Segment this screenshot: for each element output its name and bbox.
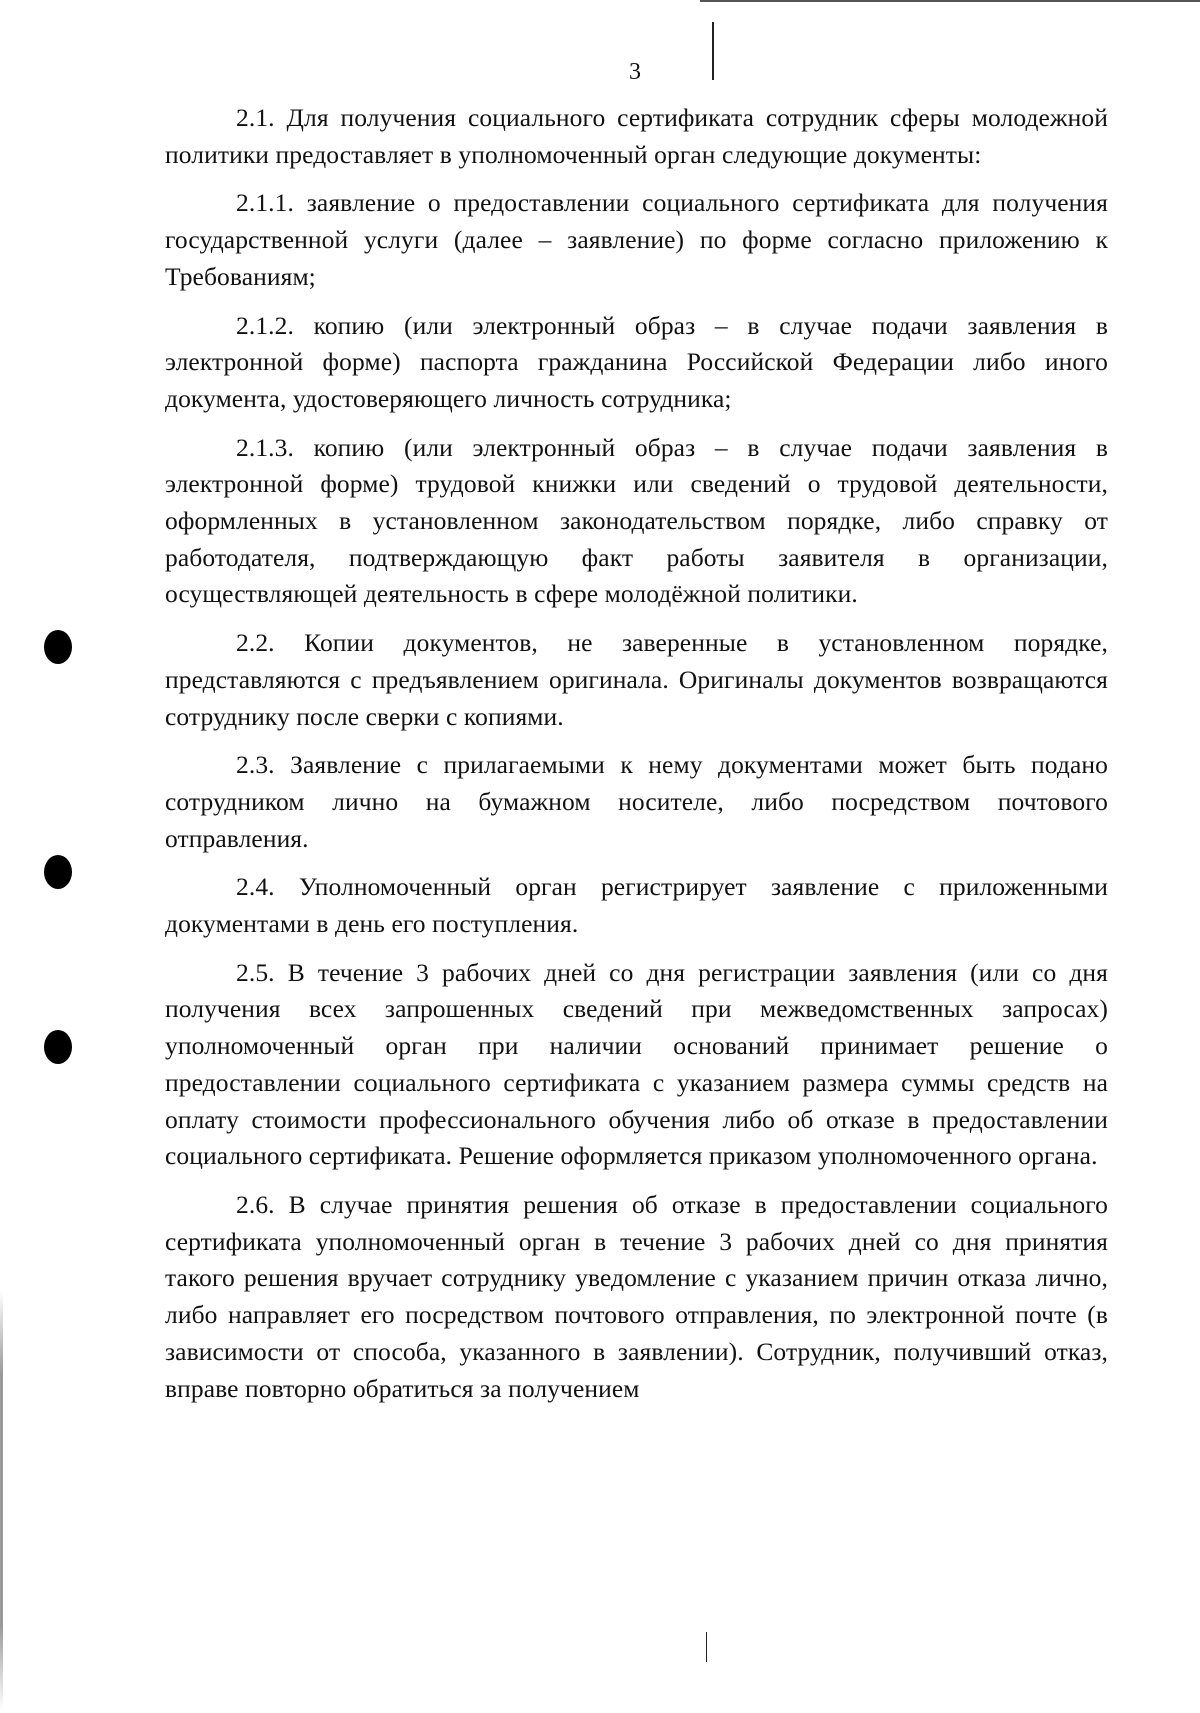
scan-top-edge xyxy=(700,0,1200,2)
paragraph-2-3: 2.3. Заявление с прилагаемыми к нему документами может быть подано сотрудником лично на бумажном носителе, либо посредством почтового отправления. xyxy=(165,750,1108,853)
scan-mark-bottom xyxy=(706,1632,707,1662)
document-body xyxy=(165,100,1108,1407)
paragraph-2-1-3: 2.1.3. копию (или электронный образ – в случае подачи заявления в электронной форме) трудовой книжки или сведений о трудовой деятельности, оформленных в установленном законодательством порядке, либо справку от работодателя, подтверждающую факт работы заявителя в организации, осуществляющей деятельность в сфере молодёжной политики. xyxy=(165,432,1108,609)
punch-hole-3 xyxy=(44,1030,72,1064)
paragraph-2-1-2: 2.1.2. копию (или электронный образ – в случае подачи заявления в электронной форме) паспорта гражданина Российской Федерации либо иного документа, удостоверяющего личность сотрудника; xyxy=(165,310,1108,413)
page-number: 3 xyxy=(629,59,641,85)
paragraph-2-6: 2.6. В случае принятия решения об отказе в предоставлении социального сертификата уполномоченный орган в течение 3 рабочих дней со дня принятия такого решения вручает сотруднику уведомление с указанием причин отказа лично, либо направляет его посредством почтового отправления, по электронной почте (в зависимости от способа, указанного в заявлении). Сотрудник, получивший отказ, вправе повторно обратиться за получением xyxy=(165,1189,1108,1403)
punch-hole-2 xyxy=(44,855,72,889)
paragraph-2-1-1: 2.1.1. заявление о предоставлении социального сертификата для получения государственной услуги (далее – заявление) по форме согласно приложению к Требованиям; xyxy=(165,188,1108,291)
paragraph-2-1: 2.1. Для получения социального сертификата сотрудник сферы молодежной политики предоставляет в уполномоченный орган следующие документы: xyxy=(165,103,1108,169)
scan-mark-top xyxy=(712,22,714,80)
punch-hole-1 xyxy=(44,630,72,664)
scan-left-edge xyxy=(0,1290,3,1710)
paragraph-2-4: 2.4. Уполномоченный орган регистрирует заявление с приложенными документами в день его поступления. xyxy=(165,872,1108,939)
paragraph-2-5: 2.5. В течение 3 рабочих дней со дня регистрации заявления (или со дня получения всех запрошенных сведений при межведомственных запросах) уполномоченный орган при наличии оснований принимает решение о предоставлении социального сертификата с указанием размера суммы средств на оплату стоимости профессионального обучения либо об отказе в предоставлении социального сертификата. Решение оформляется приказом уполномоченного органа. xyxy=(165,957,1108,1171)
paragraph-2-2: 2.2. Копии документов, не заверенные в установленном порядке, представляются с предъявлением оригинала. Оригиналы документов возвращаются сотруднику после сверки с копиями. xyxy=(165,628,1108,731)
